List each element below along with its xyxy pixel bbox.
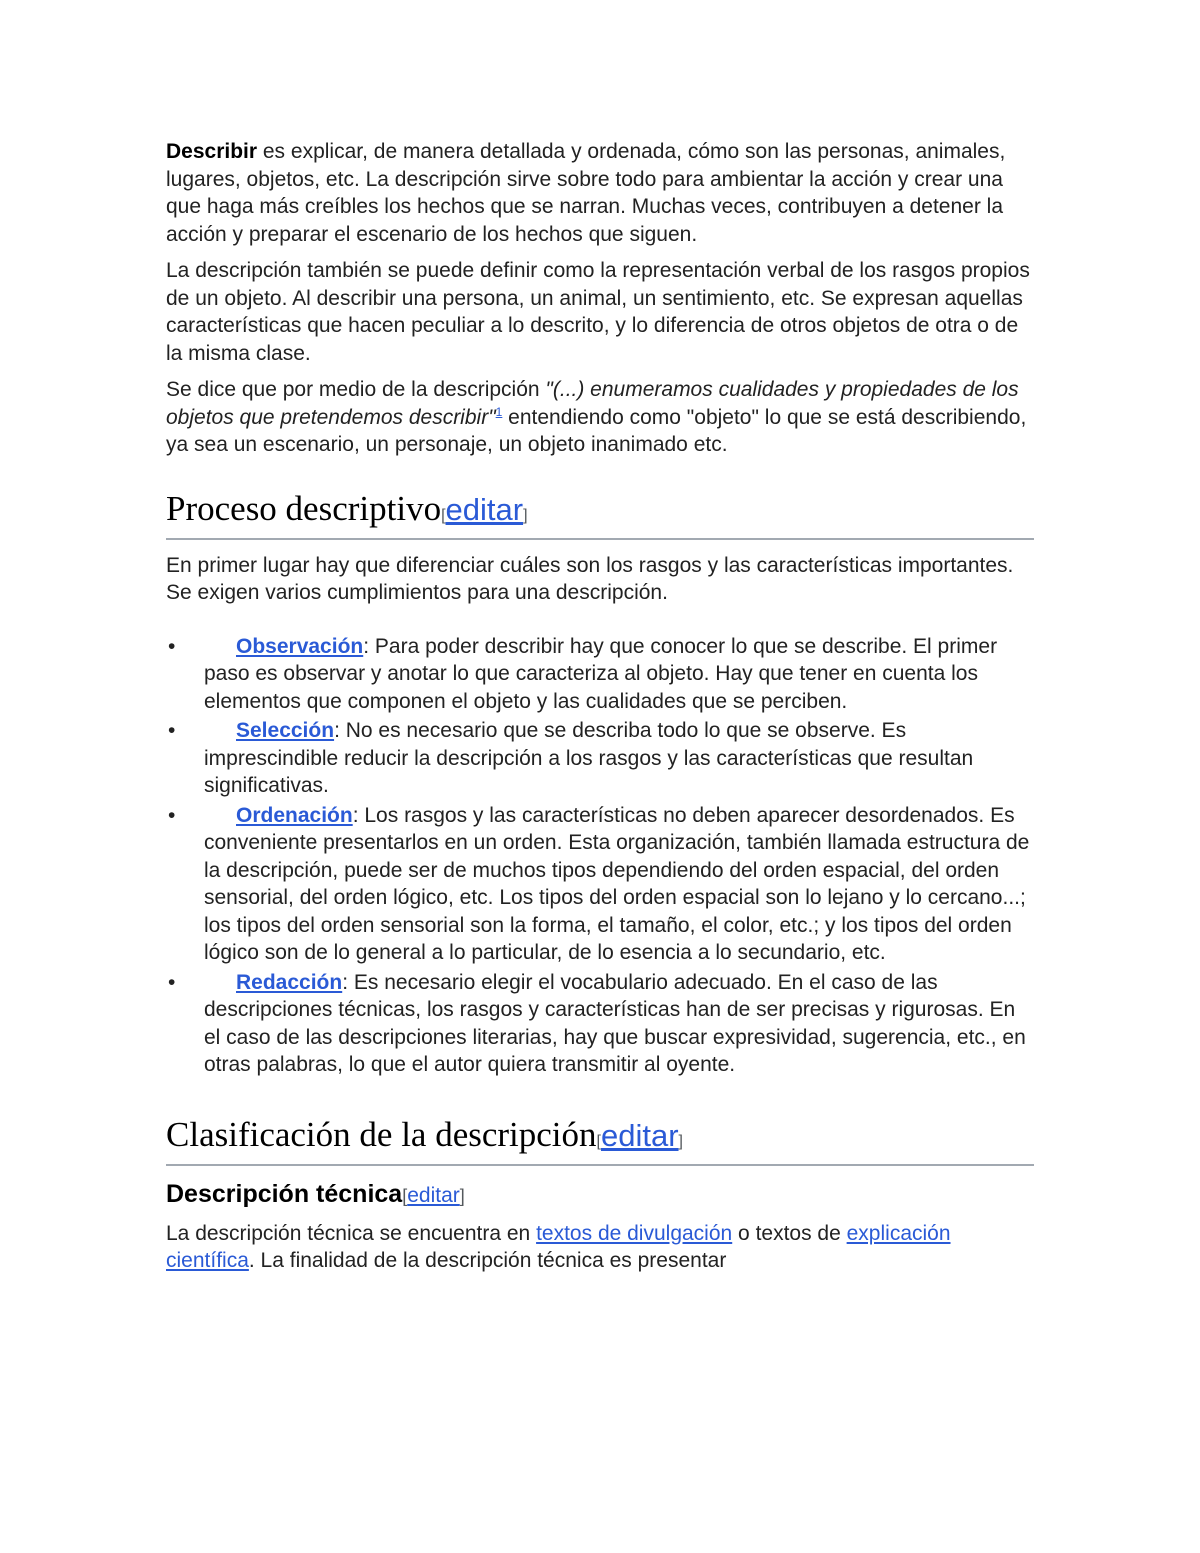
document-page (166, 138, 1034, 1284)
edit-bracket-close: ] (678, 1132, 683, 1150)
edit-bracket-open: [ (441, 506, 446, 524)
edit-link-tecnica[interactable]: editar (407, 1183, 460, 1207)
tecnica-text-end: . La finalidad de la descripción técnica es presentar (248, 1249, 727, 1272)
edit-bracket-close: ] (523, 506, 528, 524)
term-link-seleccion[interactable]: Selección (236, 719, 335, 742)
subsection-title-tecnica: Descripción técnica (166, 1179, 403, 1208)
bullet-icon: • (168, 970, 176, 994)
edit-link-clasificacion[interactable]: editar (600, 1117, 679, 1153)
link-explicacion-cientifica[interactable]: explicación científica (166, 1221, 951, 1272)
list-item-observacion (166, 633, 1034, 716)
section-heading-proceso (166, 489, 1034, 540)
list-item-seleccion (166, 717, 1034, 800)
intro-paragraph-3-end: entendiendo como "objeto" lo que se está describiendo, ya sea un escenario, un personaje, un objeto inanimado etc. (166, 405, 1027, 456)
term-link-redaccion[interactable]: Redacción (236, 970, 343, 994)
edit-bracket-close: ] (459, 1185, 465, 1206)
bullet-icon: • (168, 719, 176, 742)
intro-paragraph-3-start: Se dice que por medio de la descripción (166, 378, 546, 401)
list-item-text: : Es necesario elegir el vocabulario adecuado. En el caso de las descripciones técnicas, los rasgos y características han de ser precisas y rigurosas. En el caso de las descripciones literarias, hay que buscar expresividad, sugerencia, etc., en otras palabras, lo que el autor quiera transmitir al oyente. (204, 970, 1026, 1076)
intro-paragraph-2: La descripción también se puede definir como la representación verbal de los rasgos propios de un objeto. Al describir una persona, un animal, un sentimiento, etc. Se expresan aquellas características que hacen peculiar a lo descrito, y lo diferencia de otros objetos de otra o de la misma clase. (166, 259, 1030, 365)
tecnica-text-start: La descripción técnica se encuentra en (166, 1221, 537, 1245)
criteria-list (166, 633, 1034, 1079)
term-link-observacion[interactable]: Observación (236, 634, 364, 658)
list-item-redaccion (166, 969, 1034, 1079)
intro-paragraph-1 (166, 138, 1034, 248)
edit-link-proceso[interactable]: editar (445, 491, 524, 527)
bullet-icon: • (168, 803, 176, 827)
footnote-ref-1[interactable]: 1 (495, 404, 503, 419)
edit-bracket-open: [ (402, 1185, 408, 1206)
list-item-text: : Los rasgos y las características no deben aparecer desordenados. Es conveniente presentarlos en un orden. Esta organización, también llamada estructura de la descripción, puede ser de muchos tipos dependiendo del orden espacial, del orden sensorial, del orden lógico, etc. Los tipos del orden espacial son lo lejano y lo cercano...; los tipos del orden sensorial son la forma, el tamaño, el color, etc.; y los tipos del orden lógico son de lo general a lo particular, de lo esencia a lo secundario, etc. (204, 803, 1030, 964)
section-title-proceso: Proceso descriptivo (166, 488, 442, 528)
list-item-ordenacion (166, 802, 1034, 967)
list-item-text: : No es necesario que se describa todo lo que se observe. Es imprescindible reducir la descripción a los rasgos y las características que resultan significativas. (204, 719, 974, 797)
list-item-text: : Para poder describir hay que conocer lo que se describe. El primer paso es observar y anotar lo que caracteriza al objeto. Hay que tener en cuenta los elementos que componen el objeto y las cualidades que se perciben. (204, 634, 998, 713)
intro-paragraph-1-text: es explicar, de manera detallada y ordenada, cómo son las personas, animales, lugares, objetos, etc. La descripción sirve sobre todo para ambientar la acción y crear una que haga más creíbles los hechos que se narran. Muchas veces, contribuyen a detener la acción y preparar el escenario de los hechos que siguen. (166, 140, 1006, 246)
intro-quote: "(...) enumeramos cualidades y propiedades de los objetos que pretendemos describir" (166, 378, 1019, 429)
subsection-heading-tecnica (166, 1178, 1034, 1212)
section-proceso-intro: En primer lugar hay que diferenciar cuáles son los rasgos y las características importantes. Se exigen varios cumplimientos para una descripción. (166, 553, 1014, 604)
section-title-clasificacion: Clasificación de la descripción (166, 1114, 597, 1154)
link-textos-divulgacion[interactable]: textos de divulgación (536, 1221, 733, 1245)
intro-paragraph-3 (166, 376, 1034, 459)
edit-bracket-open: [ (596, 1132, 601, 1150)
intro-bold-term: Describir (166, 140, 258, 163)
subsection-tecnica-text (166, 1220, 1034, 1275)
section-heading-clasificacion (166, 1115, 1034, 1166)
term-link-ordenacion[interactable]: Ordenación (236, 803, 353, 827)
bullet-icon: • (168, 634, 176, 658)
tecnica-text-mid: o textos de (732, 1221, 847, 1245)
